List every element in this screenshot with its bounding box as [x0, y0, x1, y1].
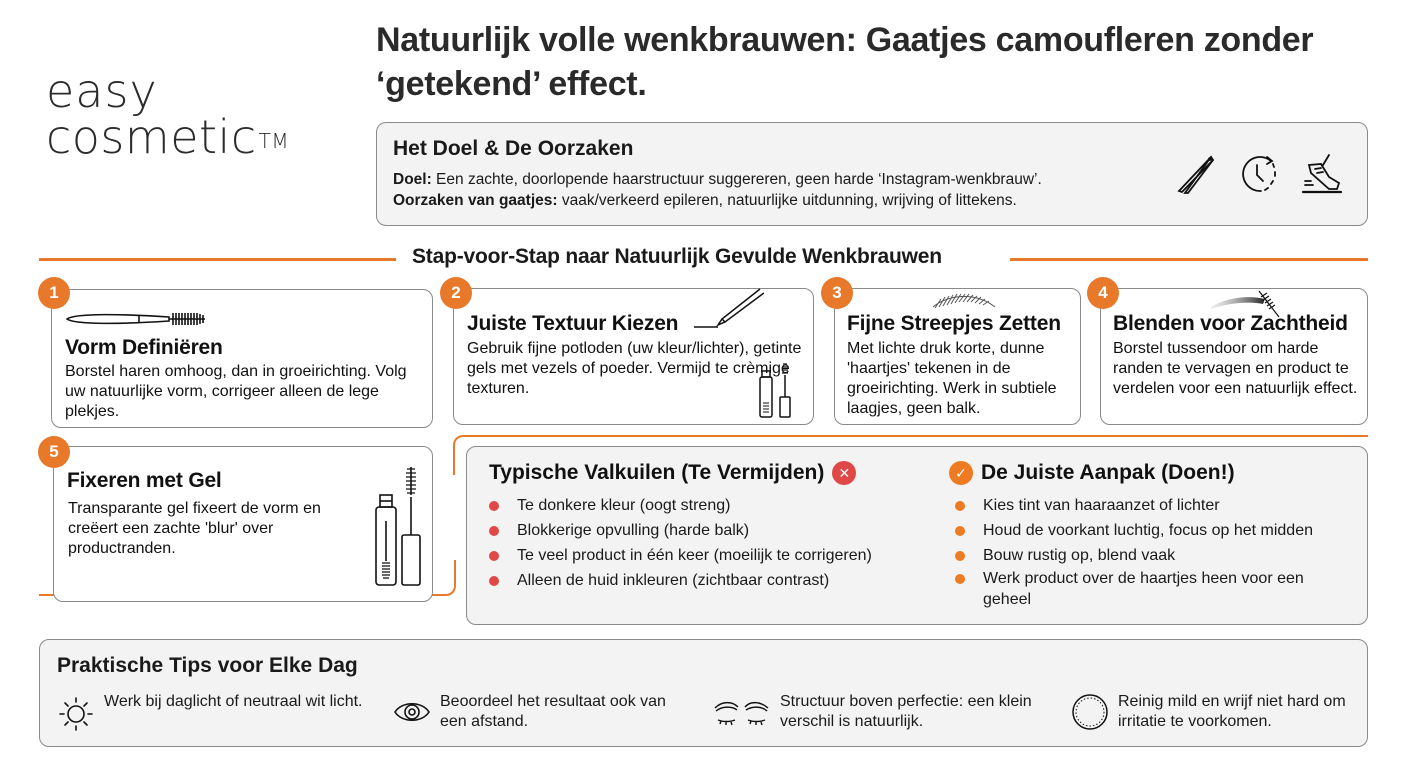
goal-causes-box	[376, 122, 1368, 226]
eye-icon	[392, 692, 432, 732]
pencil-icon	[692, 287, 764, 329]
tip-item	[56, 692, 376, 732]
pitfalls-list	[489, 493, 872, 593]
step-text: Borstel tussendoor om harde randen te vervagen en product te verdelen voor een natuurlijk effect.	[1113, 340, 1358, 397]
causes-line	[393, 192, 1017, 210]
step-text: Met lichte druk korte, dunne 'haartjes' tekenen in de groeirichting. Werk in subtiele laagjes, geen balk.	[847, 340, 1057, 417]
dos-list	[955, 493, 1355, 610]
tip-item	[392, 692, 692, 732]
tip-text: Reinig mild en wrijf niet hard om irritatie te voorkomen.	[1118, 693, 1346, 730]
step-title: Juiste Textuur Kiezen	[467, 312, 679, 335]
do-item: Werk product over de haartjes heen voor een geheel	[955, 568, 1305, 610]
tip-text: Werk bij daglicht of neutraal wit licht.	[104, 693, 363, 710]
goal-icons	[1171, 151, 1345, 197]
trademark: TM	[258, 129, 290, 153]
step-title: Vorm Definiëren	[65, 336, 223, 359]
pitfalls-title	[489, 461, 856, 485]
step-card-4	[1100, 288, 1368, 425]
step-text: Borstel haren omhoog, dan in groeirichting. Volg uw natuurlijke vorm, corrigeer alleen de lege plekjes.	[65, 363, 407, 420]
tip-item	[712, 692, 1042, 732]
title-bold: Gaatjes camoufleren zonder ‘getekend’ effect.	[376, 21, 1314, 103]
section-divider-right	[1010, 258, 1368, 261]
dos-title-text: De Juiste Aanpak (Doen!)	[981, 461, 1235, 484]
goal-heading: Het Doel & De Oorzaken	[393, 137, 634, 160]
step-title: Fijne Streepjes Zetten	[847, 312, 1061, 335]
step-text: Transparante gel fixeert de vorm en creëert een zachte 'blur' over productranden.	[68, 500, 321, 557]
step-card-5	[53, 446, 433, 602]
tip-text: Beoordeel het resultaat ook van een afstand.	[440, 693, 666, 730]
step-number-badge: 2	[440, 277, 472, 309]
sun-icon	[56, 692, 96, 732]
goal-line	[393, 171, 1042, 189]
eyebrows-icon	[712, 692, 772, 732]
step-number-badge: 5	[38, 436, 70, 468]
step-card-2	[453, 288, 814, 425]
tip-text: Structuur boven perfectie: een klein verschil is natuurlijk.	[780, 693, 1032, 730]
step-number-badge: 1	[38, 277, 70, 309]
brow-gel-icon	[372, 465, 424, 587]
step-title: Fixeren met Gel	[67, 469, 222, 492]
tip-item	[1070, 692, 1370, 732]
dos-title	[949, 461, 1235, 485]
clock-time-icon	[1235, 151, 1281, 197]
checkmark-icon: ✓	[949, 461, 973, 485]
step-number-badge: 3	[821, 277, 853, 309]
tweezers-icon	[1171, 151, 1217, 197]
step-card-1	[51, 289, 433, 428]
brand-line2: cosmetic	[46, 110, 257, 164]
pitfall-item: Te veel product in één keer (moeilijk te corrigeren)	[489, 543, 872, 568]
goal-label: Doel:	[393, 171, 432, 188]
causes-label: Oorzaken van gaatjes:	[393, 192, 558, 209]
pitfalls-dos-box	[466, 446, 1368, 625]
title-regular: Natuurlijk volle wenkbrauwen:	[376, 21, 866, 59]
do-item: Houd de voorkant luchtig, focus op het midden	[955, 518, 1355, 543]
pitfall-item: Alleen de huid inkleuren (zichtbaar contrast)	[489, 568, 872, 593]
section-divider-left	[39, 258, 396, 261]
daily-tips-box	[39, 639, 1368, 747]
step-title: Blenden voor Zachtheid	[1113, 312, 1348, 335]
brand-logo	[46, 64, 290, 164]
step-number-badge: 4	[1087, 277, 1119, 309]
step-text: Gebruik fijne potloden (uw kleur/lichter), getinte gels met vezels of poeder. Vermijd te crèmige texturen.	[467, 340, 802, 397]
friction-shoe-icon	[1299, 151, 1345, 197]
step-card-3	[834, 288, 1081, 425]
brand-line1: easy	[46, 64, 158, 118]
goal-text: Een zachte, doorlopende haarstructuur suggereren, geen harde ‘Instagram-wenkbrauw’.	[431, 171, 1042, 188]
pitfall-item: Te donkere kleur (oogt streng)	[489, 493, 872, 518]
causes-text: vaak/verkeerd epileren, natuurlijke uitdunning, wrijving of littekens.	[557, 192, 1017, 209]
pitfalls-title-text: Typische Valkuilen (Te Vermijden)	[489, 461, 825, 484]
do-item: Kies tint van haaraanzet of lichter	[955, 493, 1355, 518]
mascara-tube-icon	[756, 363, 794, 419]
page-title	[376, 18, 1316, 106]
do-item: Bouw rustig op, blend vaak	[955, 543, 1355, 568]
cotton-pad-icon	[1070, 692, 1110, 732]
steps-section-title: Stap-voor-Stap naar Natuurlijk Gevulde Wenkbrauwen	[412, 245, 942, 268]
tips-title: Praktische Tips voor Elke Dag	[57, 654, 358, 677]
hair-strokes-icon	[931, 291, 997, 311]
pitfall-item: Blokkerige opvulling (harde balk)	[489, 518, 872, 543]
cross-icon: ✕	[832, 461, 856, 485]
spoolie-brush-icon	[65, 310, 207, 328]
